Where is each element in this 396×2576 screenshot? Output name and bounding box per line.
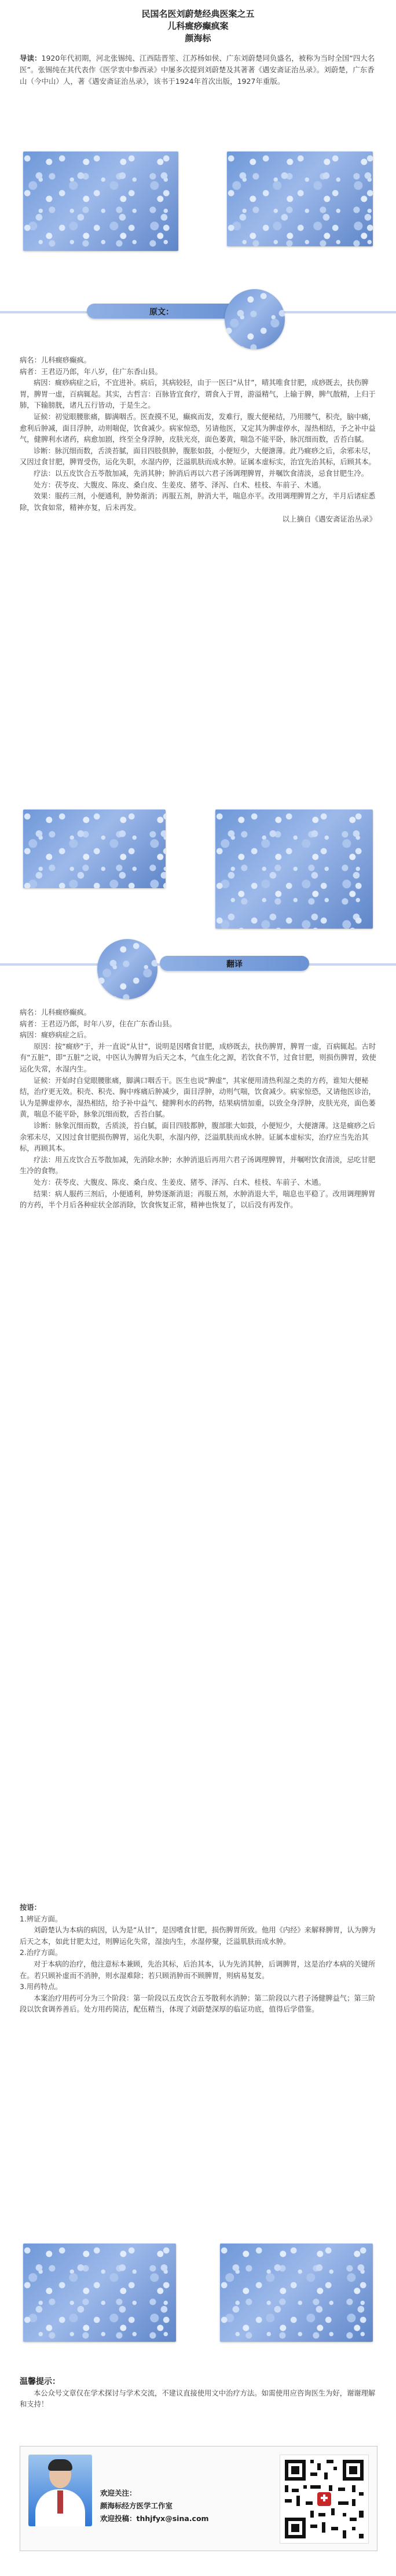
original-paragraph: 病名：儿科癍痧癫疯。 <box>20 356 91 364</box>
circle-photo <box>225 289 285 349</box>
translation-section-label: 翻译 <box>226 960 243 969</box>
commentary-paragraph: 刘蔚楚认为本病的病因，认为是“从甘”，是因嗜食甘肥，损伤脾胃所致。他用《内经》来解释脾胃，认为脾为后天之本，如此甘肥太过，则脾运化失常，湿浊内生，水湿停聚，泛溢肌肤而成水肿。 <box>20 1926 376 1946</box>
original-paragraph: 效果：服药三剂，小便通利，肿势渐消；再服五剂，肿消大半，喘息亦平。改用调理脾胃之方，半月后诸症悉除，饮食如常，精神亦复，后未再发。 <box>20 492 376 512</box>
translation-paragraph: 证候：开始时自觉眼腰胀痛，脚满口咽舌干。医生也说“脾虚”，其家便用清热利湿之类的方药，谁知大便秘结，治疗更无效。积壳、积壳、胸中疼痛后肿减少，面目浮肿，动则气喘，饮食减少。病家惊恐，又请他医诊治，认为是脾虚停水，湿热相结，给予补中益气、健脾利水的药物，结果病情加重，以致全身浮肿，皮肤光亮，面色萎黄，喘息不能平卧，脉象沉细而数，舌苔白腻。 <box>20 1076 376 1119</box>
original-text <box>20 355 376 525</box>
hydrangea-photo <box>227 151 373 246</box>
translation-paragraph: 病名：儿科癍痧癫疯。 <box>20 1008 91 1017</box>
hydrangea-photo <box>23 810 166 888</box>
contact-name: 颜海标经方医学工作室 <box>100 2501 173 2510</box>
hydrangea-photo <box>215 810 373 929</box>
translation-text <box>20 1007 376 1211</box>
translation-paragraph: 病者：王君迈乃郎，时年八岁，住在广东香山县。 <box>20 1019 177 1028</box>
author-avatar <box>28 2455 92 2526</box>
commentary-heading: 按语： <box>20 1904 41 1912</box>
tips-block <box>20 2377 376 2411</box>
commentary-text <box>20 1902 376 2016</box>
contact-email[interactable]: thhjfyx@sina.com <box>136 2514 209 2523</box>
contact-card <box>20 2446 377 2551</box>
circle-photo <box>97 939 157 999</box>
photo-row-3 <box>0 2244 396 2342</box>
contact-email-row <box>100 2512 209 2525</box>
commentary-paragraph: 1.辨证方面。 <box>20 1915 63 1923</box>
contact-email-label: 欢迎投稿： <box>100 2514 137 2523</box>
intro-text: 1920年代初期，河北张锡纯、江西陆晋笙、江苏杨如侯、广东刘蔚楚同负盛名，被称为当时全国“四大名医”。张锡纯在其代表作《医学衷中参西录》中屡多次提到刘蔚楚及其著著《遇安斋证治丛录》。刘蔚楚，广东香山（今中山）人，著《遇安斋证治丛录》，该书于1924年首次出版，1927年重版。 <box>20 54 375 86</box>
translation-paragraph: 结果：病人服药三剂后，小便通利，肿势逐渐消退；再服五剂，水肿消退大半，喘息也平稳了。改用调理脾胃的方药，半个月后各种症状全部消除，饮食恢复正常，精神也恢复了，以后没有再发作。 <box>20 1189 376 1210</box>
hydrangea-photo <box>220 2244 373 2342</box>
avatar-hair <box>48 2459 72 2471</box>
original-paragraph: 处方：茯苓皮、大腹皮、陈皮、桑白皮、生姜皮、猪苓、泽泻、白术、桂枝、车前子、木通。 <box>34 481 326 489</box>
article-title-line1: 民国名医刘蔚楚经典医案之五 <box>141 9 255 19</box>
photo-row-1 <box>0 151 396 251</box>
photo-row-2 <box>0 810 396 929</box>
article-author: 颜海标 <box>185 33 211 43</box>
original-section-label: 原文： <box>149 308 174 317</box>
commentary-paragraph: 本案治疗用药可分为三个阶段：第一阶段以五皮饮合五苓散利水消肿；第二阶段以六君子汤健脾益气；第三阶段以饮食调养善后。处方用药简洁，配伍精当，体现了刘蔚楚深厚的临证功底，值得后学借鉴。 <box>20 1994 376 2014</box>
source-note: 以上摘自《遇安斋证治丛录》 <box>282 515 376 524</box>
tips-text: 本公众号文章仅在学术探讨与学术交流，不建议直接使用文中治疗方法。如需使用应咨询医生为好，谢谢理解和支持！ <box>20 2389 376 2409</box>
commentary-paragraph: 3.用药特点。 <box>20 1983 63 1991</box>
translation-paragraph: 诊断：脉象沉细而数，舌质淡，苔白腻，面目四肢都肿，腹部胀大如鼓，小便短少，大便溏薄。这是癍痧之后余邪未尽，又因过食甘肥损伤脾胃，运化失职，水湿内停，泛溢肌肤而成水肿。证属本虚标实，治疗应当先治其标，再顾其本。 <box>20 1121 376 1153</box>
contact-info <box>100 2487 209 2525</box>
original-paragraph: 证候：初觉眼腰胀痛，脚满咽舌。医查摸不见，癫疯而发，发难行，腹大便秘结，乃用腰气，积壳，脑中痛，愈利后肿减，面目浮肿，动则喘促，饮食减少。病家惊恐，另请他医，又定其为脾虚停水，湿热相结，予之补中益气，健脾利水诸药，病愈加剧，终至全身浮肿，皮肤光亮，面色萎黄，喘急不能平卧，脉沉细而数，舌苔白腻。 <box>20 412 376 444</box>
translation-paragraph: 处方：茯苓皮、大腹皮、陈皮、桑白皮、生姜皮、猪苓、泽泻、白术、桂枝、车前子、木通。 <box>34 1178 326 1187</box>
qr-code-graphic <box>280 2455 368 2543</box>
original-paragraph: 病者：王君迈乃郎，年八岁，住广东香山县。 <box>20 367 162 376</box>
tips-title: 温馨提示： <box>20 2377 60 2386</box>
original-paragraph: 诊断：脉沉细而数，舌淡苔腻，面目四肢俱肿，腹胀如鼓，小便短少，大便溏薄。此乃癍痧之后，余邪未尽，又因过食甘肥，脾胃受伤，运化失职，水湿内停，泛溢肌肤而成水肿。证属本虚标实，治宜先治其标，后顾其本。 <box>20 446 376 467</box>
contact-welcome: 欢迎关注： <box>100 2489 137 2497</box>
article-title-line2: 儿科癍痧癫疯案 <box>167 21 229 31</box>
original-paragraph: 疗法：以五皮饮合五苓散加减，先消其肿；肿消后再以六君子汤调理脾胃，并嘱饮食清淡，忌食甘肥生冷。 <box>34 469 368 478</box>
qr-code[interactable] <box>280 2455 369 2544</box>
translation-paragraph: 疗法：用五皮饮合五苓散加减，先消除水肿；水肿消退后再用六君子汤调理脾胃，并嘱咐饮食清淡，忌吃甘肥生冷的食物。 <box>20 1155 376 1176</box>
translation-paragraph: 病因：癍痧病症之后。 <box>20 1031 91 1040</box>
hydrangea-photo <box>23 2244 176 2342</box>
avatar-tie <box>57 2490 63 2514</box>
intro-paragraph <box>20 53 376 87</box>
commentary-paragraph: 对于本病的治疗，他注意标本兼顾，先治其标，后治其本，认为先消其肿，后调脾胃，这是治疗本病的关键所在。若只顾补虚而不消肿，则水湿难除；若只顾消肿而不顾脾胃，则病易复发。 <box>20 1960 376 1980</box>
translation-paragraph: 原因：按“癍痧”于，并一直说“从甘”，说明是因嗜食甘肥，成痧既去，扶伤脾胃，脾胃一虚，百病辄起。古时有“五脏”，即“五脏”之说，中医认为脾胃为后天之本，气血生化之源，若饮食不节，过食甘肥，则损伤脾胃，致使运化失常，水湿内生。 <box>20 1042 376 1073</box>
hydrangea-photo <box>23 151 178 251</box>
original-paragraph: 病因：癍痧病症之后，不宜进补。病后，其病较轻，由于一医曰“从甘”，晴其唯食甘肥，成痧既去，扶伤脾胃，脾胃一虚，百病辄起。其实，古哲言：百脉皆宜食疗，谓食入于胃，游溢精气，上输于脾，脾气散精，上归于肺，下输膀胱，诸凡五行皆动，于是生之。 <box>20 379 376 410</box>
commentary-paragraph: 2.治疗方面。 <box>20 1949 63 1957</box>
intro-lead: 导读： <box>20 54 42 62</box>
article-header <box>0 0 396 45</box>
